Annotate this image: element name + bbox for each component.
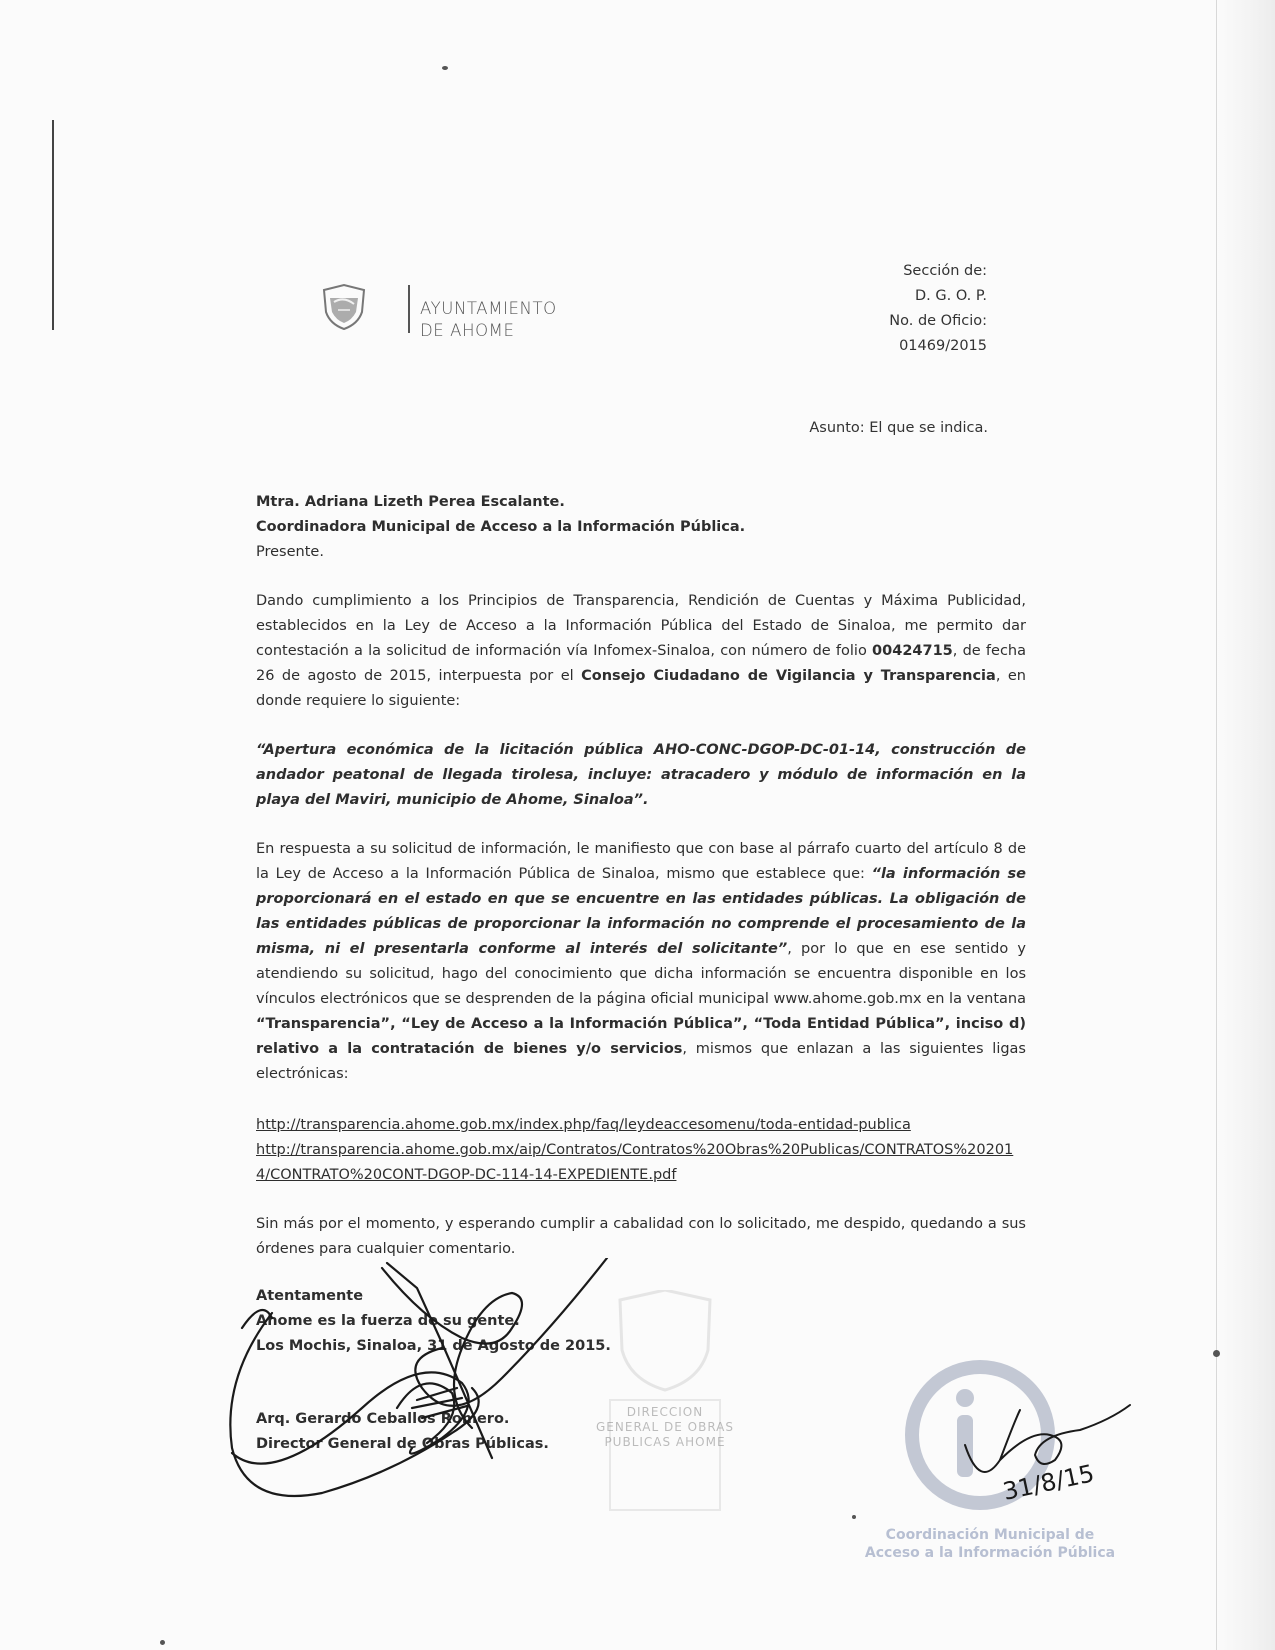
closing-place-date: Los Mochis, Sinaloa, 31 de Agosto de 2015.	[256, 1338, 611, 1354]
intro-text-a: Dando cumplimiento a los Principios de Transparencia, Rendición de Cuentas y Máxima Publicidad, establecidos en la Ley de Acceso a la Información Pública del Estado de Sinaloa, me permito dar contestación a la solicitud de información vía Infomex-Sinaloa, con número de folio	[256, 593, 1026, 659]
handwritten-signature	[212, 1258, 642, 1548]
scan-shadow	[1217, 0, 1275, 1650]
letterhead-divider	[408, 285, 410, 333]
link-contract-pdf[interactable]: http://transparencia.ahome.gob.mx/aip/Contratos/Contratos%20Obras%20Publicas/CONTRATOS%202014/CONTRATO%20CONT-DGOP-DC-114-14-EXPEDIENTE.pdf	[256, 1142, 1014, 1183]
scan-speck	[442, 66, 448, 70]
response-text-c: , mismos que enlazan a las siguientes ligas electrónicas:	[256, 1041, 1026, 1082]
reception-date-handwritten: 31/8/15	[1000, 1459, 1097, 1506]
handwritten-initials	[960, 1400, 1140, 1510]
response-text-b: , por lo que en ese sentido y atendiendo su solicitud, hago del conocimiento que dicha información se encuentra disponible en los vínculos electrónicos que se desprenden de la página oficial municipal www.ahome.gob.mx en la ventana	[256, 941, 1027, 1007]
requester-name: Consejo Ciudadano de Vigilancia y Transparencia	[581, 668, 996, 684]
law-quote: “la información se proporcionará en el estado en que se encuentre en las entidades públicas. La obligación de las entidades públicas de proporcionar la información no comprende el procesamiento de la misma, ni el presentarla conforme al interés del solicitante”	[256, 866, 1026, 957]
section-value: D. G. O. P.	[915, 288, 987, 304]
scan-speck	[852, 1515, 856, 1519]
subject-line: Asunto: El que se indica.	[809, 420, 988, 436]
addressee-block	[256, 490, 1026, 565]
signer-position: Director General de Obras Públicas.	[256, 1436, 549, 1452]
addressee-title: Coordinadora Municipal de Acceso a la Información Pública.	[256, 519, 746, 535]
scan-speck	[160, 1640, 165, 1645]
link-transparency-faq[interactable]: http://transparencia.ahome.gob.mx/index.php/faq/leydeaccesomenu/toda-entidad-publica	[256, 1117, 911, 1133]
intro-text-c: , en donde requiere lo siguiente:	[256, 668, 1026, 709]
links-block	[256, 1113, 1026, 1188]
addressee-name: Mtra. Adriana Lizeth Perea Escalante.	[256, 494, 565, 510]
intro-text-b: , de fecha 26 de agosto de 2015, interpuesta por el	[256, 643, 1026, 684]
letterhead-line-2: DE AHOME	[420, 321, 515, 340]
scan-edge-mark	[52, 120, 54, 330]
office-number-value: 01469/2015	[899, 338, 987, 354]
paragraph-response	[256, 837, 1026, 1087]
section-label: Sección de:	[903, 263, 987, 279]
request-quote: “Apertura económica de la licitación pública AHO-CONC-DGOP-DC-01-14, construcción de andador peatonal de llegada tirolesa, incluye: atracadero y módulo de información en la playa del Maviri, municipio de Ahome, Sinaloa”.	[256, 742, 1026, 808]
reception-stamp-text	[845, 1526, 1135, 1562]
scan-speck	[1213, 1350, 1220, 1357]
response-text-a: En respuesta a su solicitud de información, le manifiesto que con base al párrafo cuarto del artículo 8 de la Ley de Acceso a la Información Pública de Sinaloa, mismo que establece que:	[256, 841, 1026, 882]
closing-salutation: Atentamente	[256, 1288, 364, 1304]
reference-block	[889, 259, 987, 359]
office-number-label: No. de Oficio:	[889, 313, 987, 329]
reception-stamp-line-2: Acceso a la Información Pública	[864, 1545, 1116, 1561]
closing-paragraph: Sin más por el momento, y esperando cumplir a cabalidad con lo solicitado, me despido, quedando a sus órdenes para cualquier comentario.	[256, 1216, 1026, 1257]
letterhead-line-1: AYUNTAMIENTO	[420, 299, 557, 318]
folio-number: 00424715	[872, 643, 953, 659]
office-stamp-text: DIRECCION GENERAL DE OBRAS PUBLICAS AHOME	[596, 1405, 734, 1449]
municipal-shield-logo	[320, 282, 368, 332]
scan-border	[1216, 0, 1217, 1650]
addressee-greeting: Presente.	[256, 544, 324, 560]
reception-stamp-line-1: Coordinación Municipal de	[885, 1527, 1095, 1543]
paragraph-intro	[256, 589, 1026, 714]
signer-name: Arq. Gerardo Ceballos Romero.	[256, 1411, 510, 1427]
letterhead-text	[420, 298, 557, 342]
closing-motto: Ahome es la fuerza de su gente.	[256, 1313, 520, 1329]
window-path: “Transparencia”, “Ley de Acceso a la Información Pública”, “Toda Entidad Pública”, inciso d) relativo a la contratación de bienes y/o servicios	[256, 1016, 1026, 1057]
